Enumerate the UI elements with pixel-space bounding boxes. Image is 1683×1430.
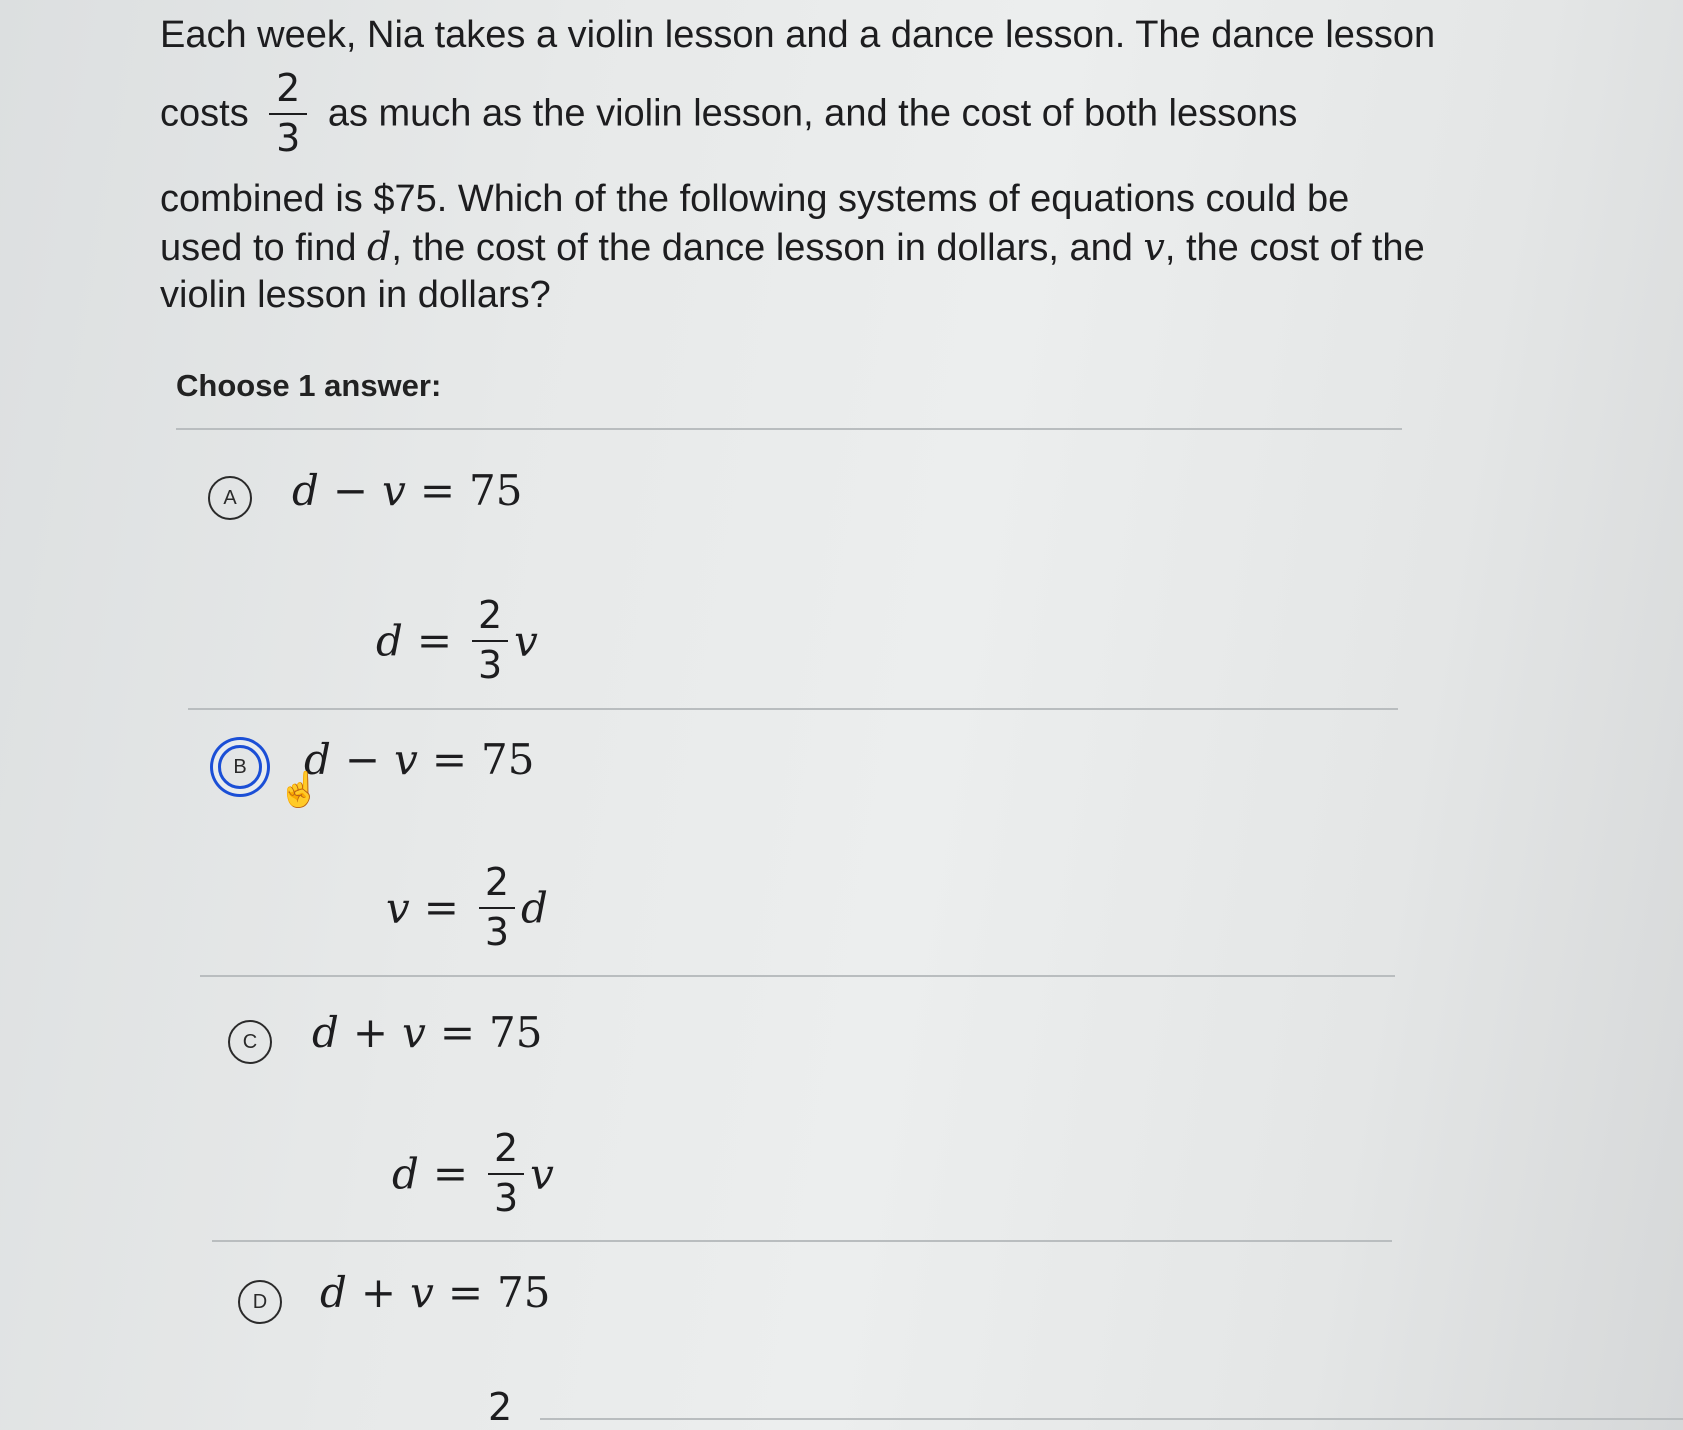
fraction-numerator: 2: [478, 593, 503, 637]
fraction-denominator: 3: [276, 115, 301, 160]
eq-value: 75: [489, 1008, 543, 1057]
eq-var: v: [410, 1268, 434, 1317]
choice-c-radio[interactable]: C: [228, 1020, 272, 1064]
eq-fraction: [472, 595, 508, 687]
fraction-denominator: 3: [478, 642, 503, 687]
eq-var: d: [376, 616, 403, 666]
choice-c-equation-2: [392, 1128, 554, 1220]
eq-var: v: [394, 735, 418, 784]
eq-equals: =: [431, 735, 468, 784]
fraction-numerator: 2: [494, 1126, 519, 1170]
eq-var: d: [312, 1008, 339, 1057]
question-line-4: [160, 224, 1425, 271]
fraction-denominator: 3: [494, 1175, 519, 1220]
choice-a-equation-1: [292, 466, 522, 515]
eq-var: v: [402, 1008, 426, 1057]
divider: [188, 708, 1398, 710]
divider: [212, 1240, 1392, 1242]
question-costs-text: costs: [160, 92, 249, 135]
divider: [540, 1418, 1683, 1420]
eq-var: d: [292, 466, 319, 515]
eq-equals: =: [432, 1149, 469, 1199]
fraction-numerator: 2: [484, 860, 510, 904]
question-fraction: [269, 68, 307, 160]
question-line-3: combined is $75. Which of the following systems of equations could be: [160, 178, 1350, 220]
divider: [200, 975, 1395, 977]
fraction-denominator: 3: [484, 909, 510, 954]
eq-var: v: [514, 616, 538, 666]
choice-c-equation-1: [312, 1008, 542, 1057]
eq-equals: =: [439, 1008, 476, 1057]
choice-b-equation-2: [386, 862, 548, 954]
choose-answer-prompt: Choose 1 answer:: [176, 368, 442, 403]
eq-var: v: [382, 466, 406, 515]
question-line-2-rest: as much as the violin lesson, and the cost of both lessons: [327, 92, 1298, 135]
choice-d-radio[interactable]: D: [238, 1280, 282, 1324]
choice-b-equation-1: [304, 735, 534, 784]
eq-var: d: [520, 883, 548, 933]
choice-a-equation-2: [376, 595, 538, 687]
question-line-4b: , the cost of the dance lesson in dollars, and: [391, 227, 1144, 269]
eq-operator: −: [332, 466, 369, 515]
question-line-4a: used to find: [160, 227, 368, 269]
choice-d-partial-fraction-numerator: 2: [488, 1385, 513, 1429]
fraction-bar: [269, 113, 307, 115]
variable-v: v: [1143, 225, 1165, 269]
eq-equals: =: [416, 616, 453, 666]
fraction-bar: [488, 1173, 524, 1175]
fraction-bar: [479, 907, 515, 909]
eq-operator: +: [360, 1268, 397, 1317]
question-line-1: Each week, Nia takes a violin lesson and a dance lesson. The dance lesson: [160, 14, 1436, 56]
eq-var: d: [392, 1149, 419, 1199]
eq-fraction: [479, 862, 515, 954]
hand-pointer-icon: ☝: [278, 771, 321, 809]
question-line-2: [160, 68, 1297, 160]
eq-value: 75: [469, 466, 523, 515]
eq-value: 75: [481, 735, 535, 784]
choice-d-equation-1: [320, 1268, 550, 1317]
eq-operator: +: [352, 1008, 389, 1057]
eq-var: d: [320, 1268, 347, 1317]
fraction-numerator: 2: [276, 66, 301, 110]
eq-operator: −: [344, 735, 381, 784]
choice-b-radio[interactable]: B: [218, 745, 262, 789]
eq-value: 75: [497, 1268, 551, 1317]
eq-fraction: [488, 1128, 524, 1220]
eq-equals: =: [447, 1268, 484, 1317]
variable-d: d: [367, 225, 392, 269]
eq-equals: =: [419, 466, 456, 515]
question-line-4c: , the cost of the: [1164, 227, 1425, 269]
eq-var: v: [386, 883, 410, 933]
eq-equals: =: [423, 883, 459, 933]
fraction-bar: [472, 640, 508, 642]
divider: [176, 428, 1402, 430]
eq-var: d: [304, 735, 331, 784]
choice-a-radio[interactable]: A: [208, 476, 252, 520]
eq-var: v: [530, 1149, 554, 1199]
question-line-5: violin lesson in dollars?: [160, 274, 551, 316]
